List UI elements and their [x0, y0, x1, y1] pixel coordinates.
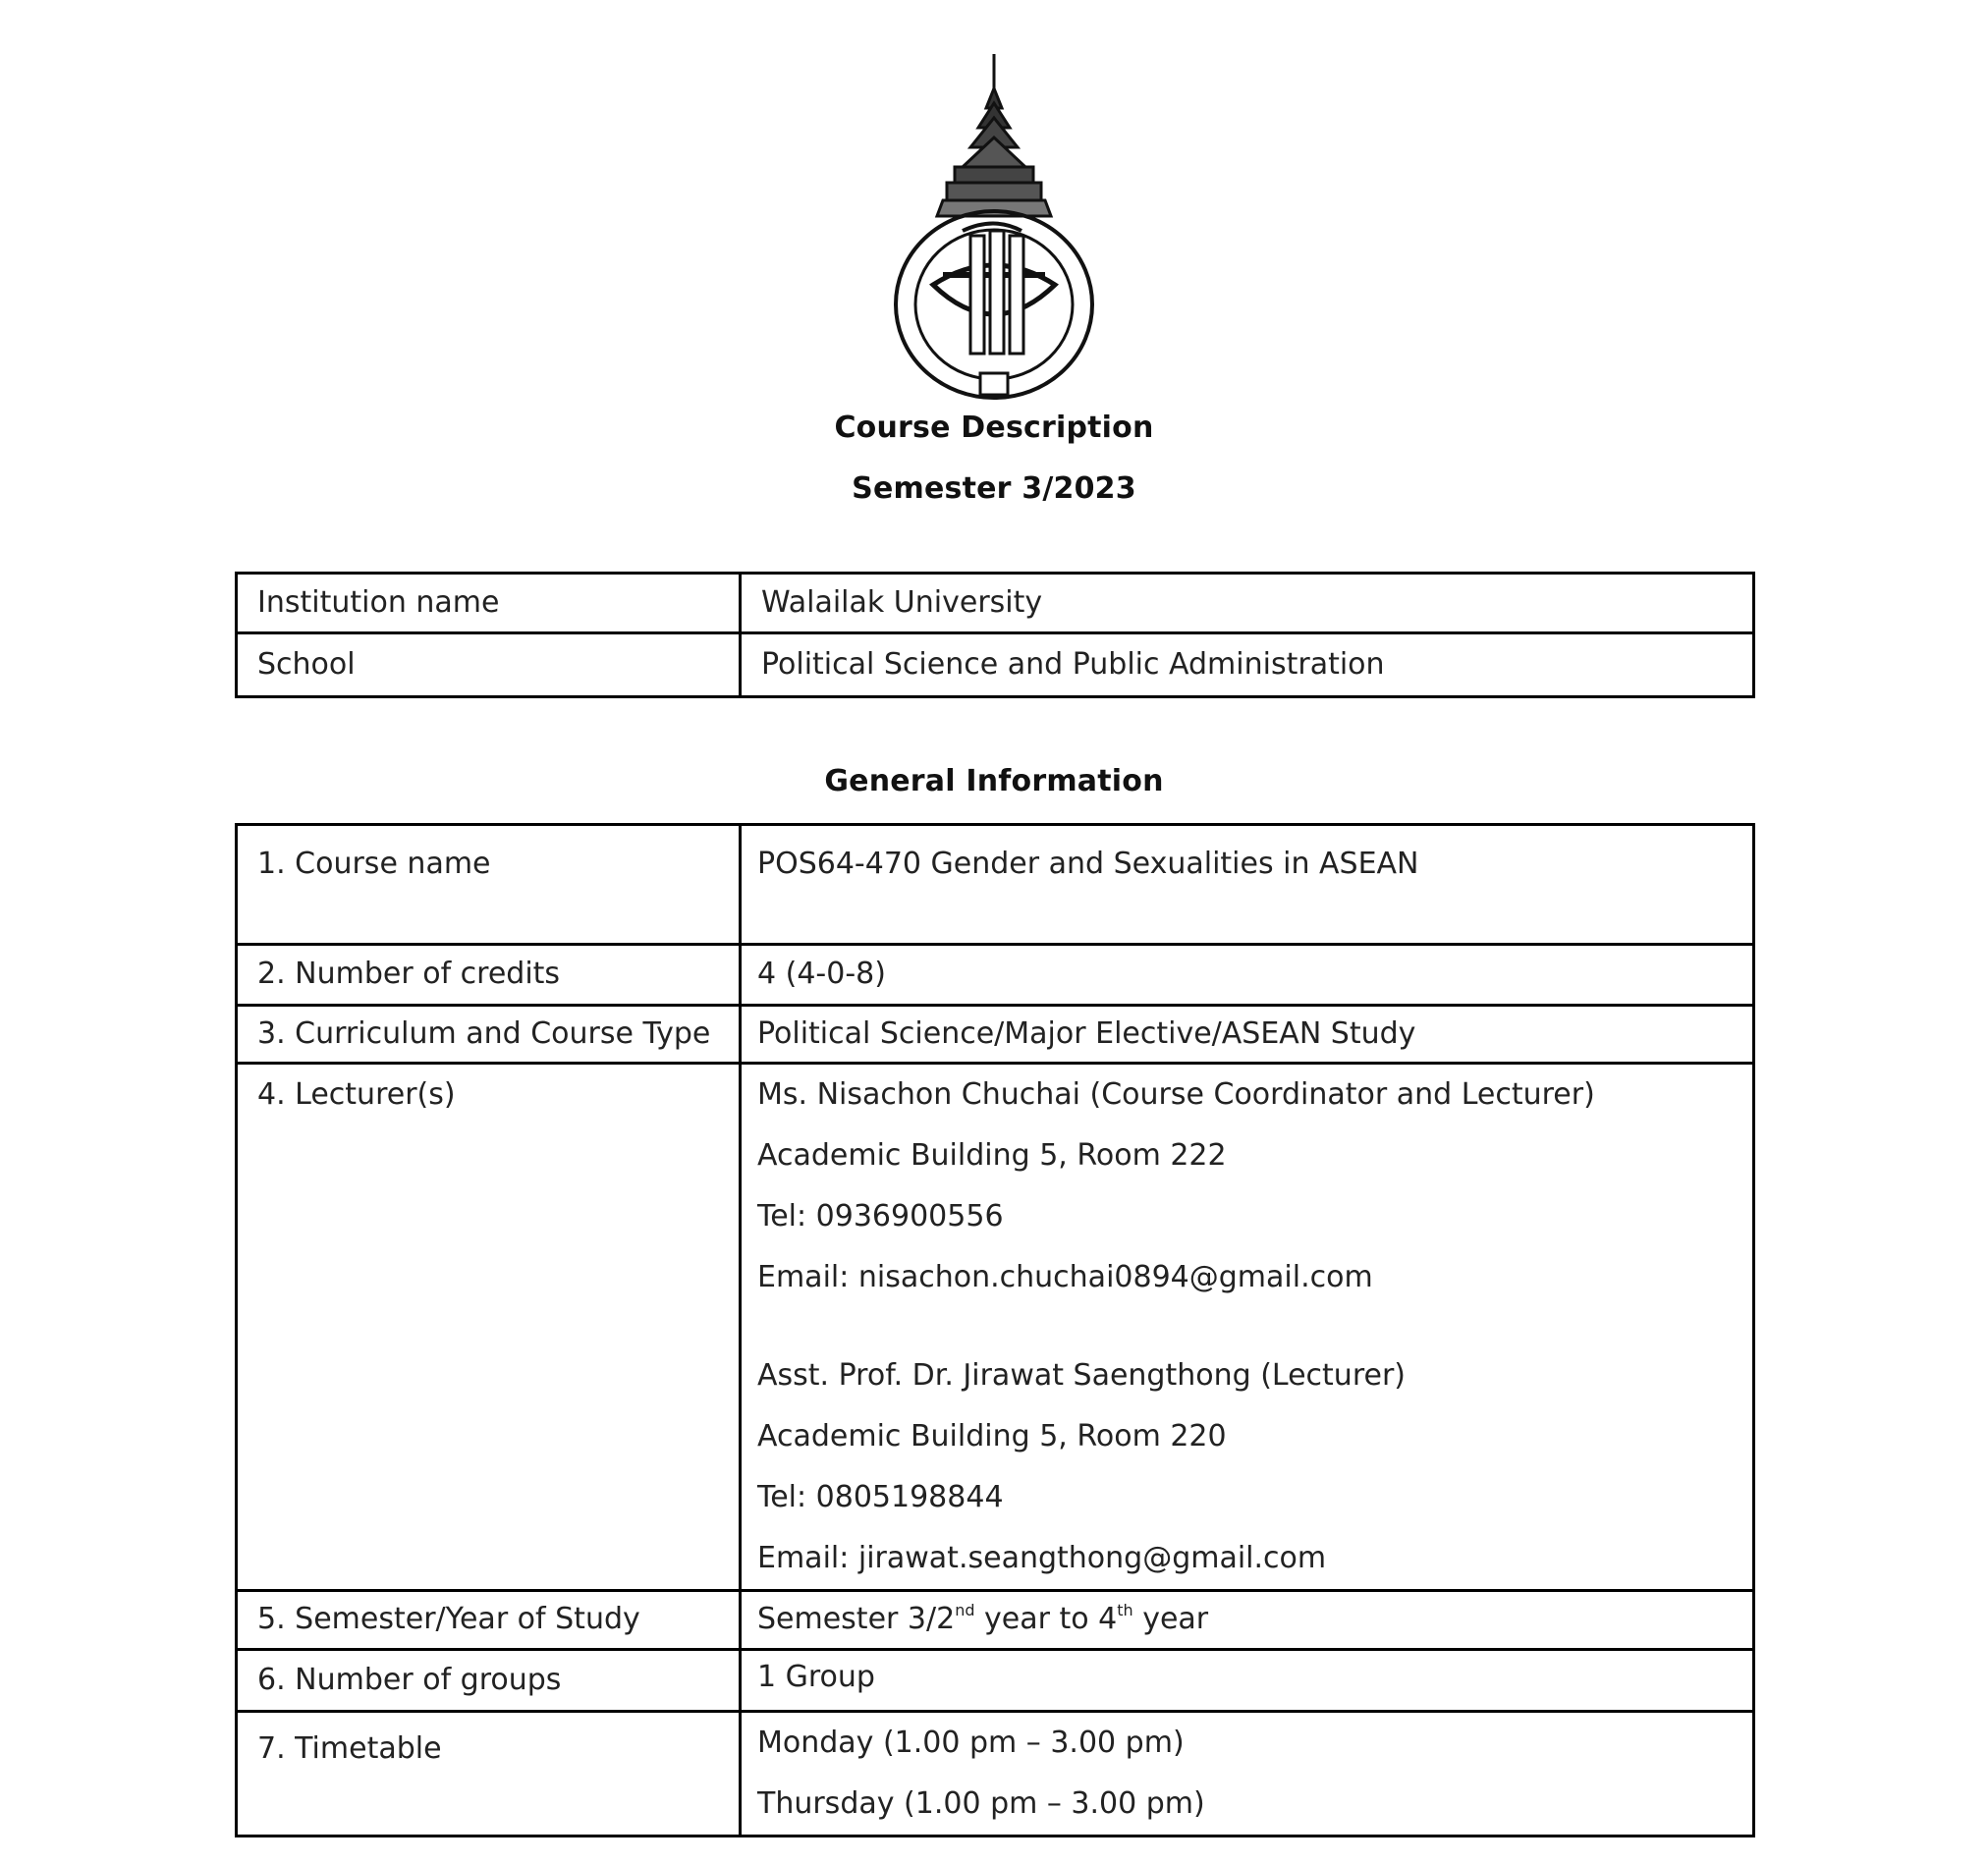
timetable-value	[741, 1712, 1754, 1837]
lecturer-1-email[interactable]: Email: nisachon.chuchai0894@gmail.com	[757, 1260, 1373, 1294]
school-value: Political Science and Public Administration	[741, 633, 1754, 697]
lecturer-2-name: Asst. Prof. Dr. Jirawat Saengthong (Lecturer)	[757, 1358, 1406, 1393]
table-row	[237, 1591, 1754, 1650]
university-crest-icon	[884, 49, 1105, 408]
table-row	[237, 1006, 1754, 1064]
lecturer-1-office: Academic Building 5, Room 222	[757, 1138, 1227, 1173]
lecturers-label: 4. Lecturer(s)	[237, 1064, 741, 1591]
curriculum-label: 3. Curriculum and Course Type	[237, 1006, 741, 1064]
lecturer-2-email[interactable]: Email: jirawat.seangthong@gmail.com	[757, 1541, 1327, 1575]
course-name-label: 1. Course name	[237, 825, 741, 945]
semester-suffix: year	[1132, 1602, 1209, 1636]
lecturers-value	[741, 1064, 1754, 1591]
table-row	[237, 1650, 1754, 1712]
table-row	[237, 945, 1754, 1006]
table-row	[237, 633, 1754, 697]
semester-value	[741, 1591, 1754, 1650]
table-row	[237, 825, 1754, 945]
general-information-table	[235, 823, 1755, 1837]
institution-name-value: Walailak University	[741, 574, 1754, 633]
lecturer-2-tel: Tel: 0805198844	[757, 1480, 1004, 1514]
groups-value: 1 Group	[741, 1650, 1754, 1712]
semester-label: 5. Semester/Year of Study	[237, 1591, 741, 1650]
semester-prefix: Semester 3/2	[757, 1602, 956, 1636]
table-row	[237, 574, 1754, 633]
semester-subtitle: Semester 3/2023	[852, 471, 1136, 506]
institution-table	[235, 572, 1755, 698]
lecturer-1-tel: Tel: 0936900556	[757, 1199, 1004, 1234]
ordinal-suffix: th	[1117, 1601, 1133, 1619]
general-information-heading: General Information	[824, 764, 1164, 798]
timetable-slot: Thursday (1.00 pm – 3.00 pm)	[757, 1786, 1205, 1821]
page-title: Course Description	[834, 411, 1154, 445]
ordinal-suffix: nd	[955, 1601, 975, 1619]
timetable-slot: Monday (1.00 pm – 3.00 pm)	[757, 1726, 1185, 1760]
course-name-value: POS64-470 Gender and Sexualities in ASEAN	[741, 825, 1754, 945]
spacer	[757, 1308, 1752, 1345]
curriculum-value: Political Science/Major Elective/ASEAN Study	[741, 1006, 1754, 1064]
lecturer-1-name: Ms. Nisachon Chuchai (Course Coordinator and Lecturer)	[757, 1077, 1595, 1112]
credits-value: 4 (4-0-8)	[741, 945, 1754, 1006]
table-row	[237, 1064, 1754, 1591]
table-row	[237, 1712, 1754, 1837]
lecturer-2-office: Academic Building 5, Room 220	[757, 1419, 1227, 1453]
school-label: School	[237, 633, 741, 697]
institution-name-label: Institution name	[237, 574, 741, 633]
timetable-label: 7. Timetable	[237, 1712, 741, 1837]
groups-label: 6. Number of groups	[237, 1650, 741, 1712]
credits-label: 2. Number of credits	[237, 945, 741, 1006]
semester-middle: year to 4	[974, 1602, 1118, 1636]
